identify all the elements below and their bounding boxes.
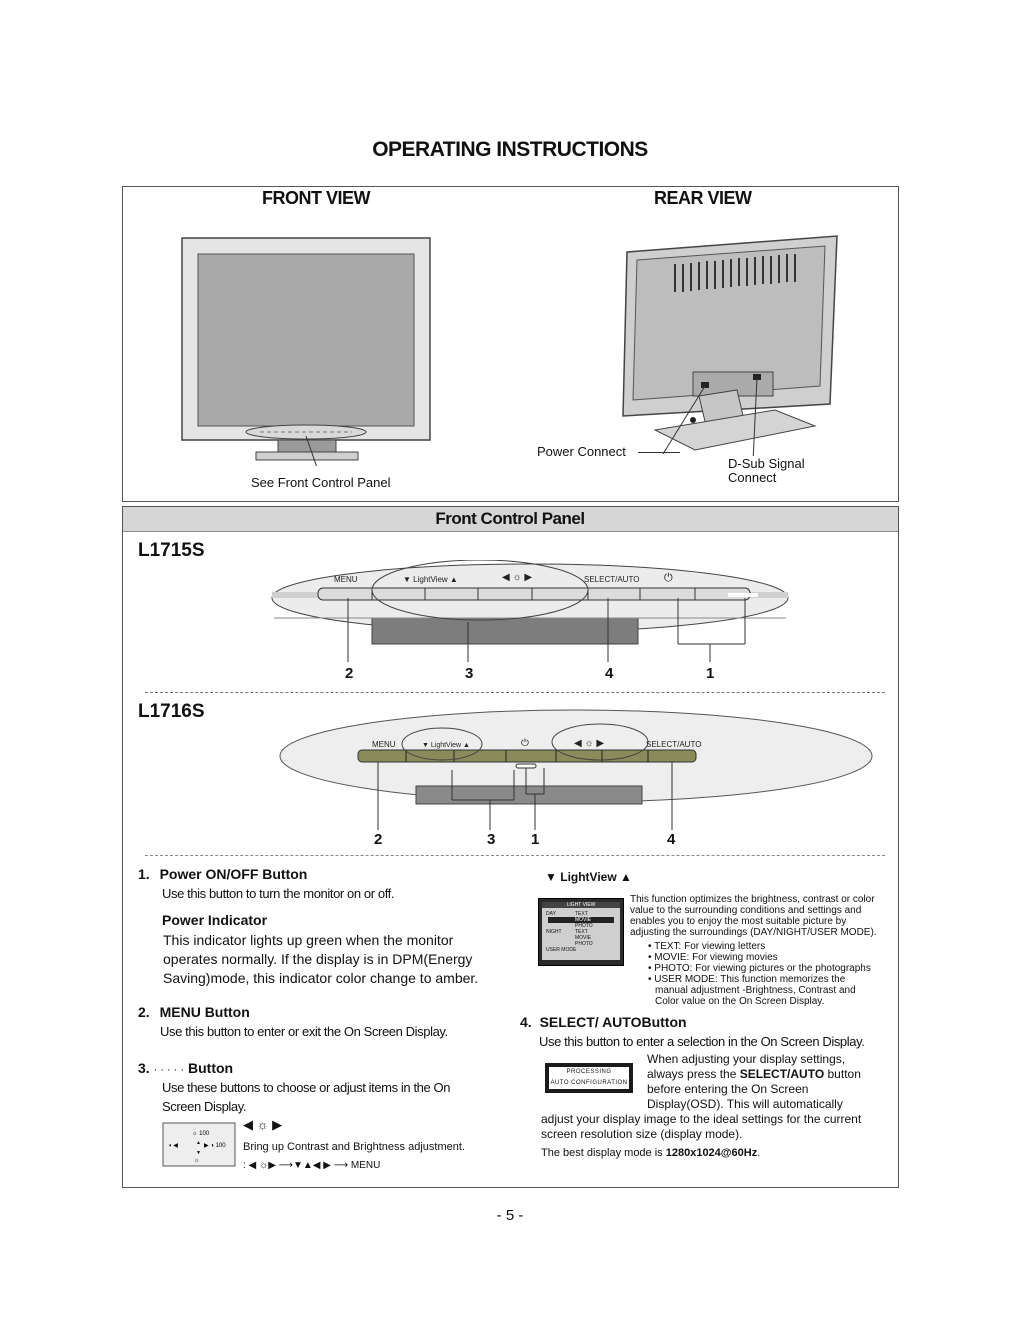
page-number: - 5 - [496,1207,524,1224]
l1716s-callout-1: 1 [531,831,540,848]
l1715s-callout-1: 1 [706,665,715,682]
s4-paragraph-bottom [541,1112,861,1142]
front-view-title: FRONT VIEW [262,188,370,208]
power-indicator-line1: This indicator lights up green when the monitor [163,932,454,948]
l1715s-arrows-label: ◀ ☼ ▶ [502,572,533,583]
s2-title: MENU Button [159,1004,250,1020]
l1716s-callout-4: 4 [667,831,676,848]
lv-bullet-text: • TEXT: For viewing letters [648,941,766,952]
lv-desc-line2: value to the surrounding conditions and settings and [630,905,862,916]
s4-p-line1: When adjusting your display settings, [647,1052,846,1066]
lv-bullet-movie: • MOVIE: For viewing movies [648,952,778,963]
s4-text: Use this button to enter a selection in the On Screen Display. [539,1034,865,1049]
svg-text:☼: ☼ [194,1158,200,1164]
s3-bring-text: Bring up Contrast and Brightness adjustment. [243,1141,465,1153]
power-indicator-title: Power Indicator [162,912,268,928]
osd-user-mode: USER MODE [546,947,577,953]
dsub-label-line1: D-Sub Signal [728,456,805,471]
contrast-brightness-osd-illustration [162,1122,237,1168]
s4-title: SELECT/ AUTOButton [539,1014,687,1030]
s2-number: 2. [138,1004,150,1020]
rear-view-title: REAR VIEW [654,188,752,208]
processing-osd-illustration [545,1063,633,1093]
s4-heading [520,1014,687,1030]
dsub-label-line2: Connect [728,470,777,485]
best-mode-value: 1280x1024@60Hz [665,1147,758,1159]
s1-text: Use this button to turn the monitor on or off. [162,886,395,901]
svg-text:▼: ▼ [196,1150,201,1156]
s3-number: 3. [138,1060,150,1076]
power-indicator-line3: Saving)mode, this indicator color change to amber. [163,970,479,986]
s2-heading [138,1004,250,1020]
front-monitor-illustration [180,236,435,466]
s3-text-line1: Use these buttons to choose or adjust items in the On [162,1080,451,1095]
lv-bullet-user-line2: manual adjustment -Brightness, Contrast and [655,985,856,996]
l1716s-lightview-label: ▼ LightView ▲ [422,742,470,749]
l1715s-callout-2: 2 [345,665,354,682]
s2-text: Use this button to enter or exit the On Screen Display. [160,1024,448,1039]
l1715s-lightview-label: ▼ LightView ▲ [403,575,458,584]
s4-number: 4. [520,1014,532,1030]
model-divider [145,692,885,693]
osd-text1: TEXT [575,911,588,917]
lightview-description [630,894,877,938]
l1715s-menu-label: MENU [334,575,358,584]
osd-movie2: MOVIE [575,935,592,941]
page-title: OPERATING INSTRUCTIONS [372,138,648,161]
lightview-heading [545,870,632,884]
s3-text-line2: Screen Display. [162,1099,247,1114]
osd-auto-configuration: AUTO CONFIGURATION [550,1080,628,1086]
lv-bullet-photo: • PHOTO: For viewing pictures or the photographs [648,963,871,974]
s4-p-line2c: button [824,1067,861,1081]
s3-menu-key: MENU [350,1160,381,1171]
s4-best-mode [541,1147,760,1159]
s4-p-line2-bold: SELECT/AUTO [739,1067,825,1081]
lightview-down-icon: ▼ [545,870,557,884]
l1716s-power-icon: ⏻ [521,738,529,749]
s4-p-line6: screen resolution size (display mode). [541,1127,743,1141]
lightview-osd-screen [542,902,620,960]
svg-text:◑ ◀: ◑ ◀ [168,1143,178,1149]
lightview-osd-illustration [538,898,624,966]
s4-p-line5: adjust your display image to the ideal settings for the current [541,1112,862,1126]
s3-text [162,1078,450,1116]
power-indicator-line2: operates normally. If the display is in DPM(Energy [163,951,473,967]
l1716s-arrows-label: ◀ ☼ ▶ [574,738,605,749]
lightview-up-icon: ▲ [620,870,632,884]
osd-header: LIGHT VIEW [542,902,620,908]
s1-title: Power ON/OFF Button [159,866,308,882]
s3-title: Button [188,1060,234,1076]
osd-processing: PROCESSING [566,1069,612,1075]
section-divider [145,855,885,856]
osd-day: DAY [546,911,556,917]
l1716s-menu-label: MENU [372,740,396,749]
best-mode-suffix: . [757,1147,761,1159]
lv-desc-line3: enables you to enjoy the most suitable picture by [630,916,847,927]
s3-dots: · · · · · [153,1064,185,1076]
key-sequence-icons: : ◀ ☼▶ ⟶▼▲◀ ▶ ⟶ [243,1160,351,1171]
l1716s-callout-2: 2 [374,831,383,848]
s1-number: 1. [138,866,150,882]
s1-heading [138,866,307,882]
l1716s-panel-illustration [278,708,878,830]
osd-night: NIGHT [546,929,562,935]
power-indicator-text [163,931,478,988]
l1715s-power-icon: ⏻ [664,572,673,584]
model-l1716s: L1716S [138,701,205,722]
front-panel-label: See Front Control Panel [251,475,391,490]
lightview-bullets [648,941,871,1007]
control-panel-title: Front Control Panel [435,509,585,528]
lv-desc-line1: This function optimizes the brightness, contrast or color [630,894,875,905]
svg-text:▶ ◑ 100: ▶ ◑ 100 [204,1143,226,1149]
model-l1715s: L1715S [138,540,205,561]
s4-p-line3: before entering the On Screen [647,1082,809,1096]
s4-p-line4: Display(OSD). This will automatically [647,1097,843,1111]
power-connect-leader [638,452,680,453]
osd-photo1: PHOTO [575,923,593,929]
processing-osd-screen [549,1067,629,1089]
lv-bullet-user: • USER MODE: This function memorizes the [648,974,846,985]
power-connect-label: Power Connect [537,444,626,459]
arrow-brightness-icons: ◀ ☼ ▶ [243,1117,283,1132]
l1715s-callout-3: 3 [465,665,474,682]
lv-bullet-user-line3: Color value on the On Screen Display. [655,996,825,1007]
best-mode-prefix: The best display mode is [541,1147,666,1159]
svg-text:☼ 100: ☼ 100 [192,1131,210,1137]
s4-p-line2a: always press the [647,1067,740,1081]
dsub-label [728,457,805,485]
s4-paragraph-top [647,1052,861,1112]
lightview-title: LightView [560,870,617,884]
s3-heading [138,1060,233,1076]
l1715s-callout-4: 4 [605,665,614,682]
s4-p-line2 [647,1067,861,1082]
l1715s-select-label: SELECT/AUTO [584,575,640,584]
svg-text:▲: ▲ [196,1140,201,1146]
osd-text2: TEXT [575,929,588,935]
s3-key-sequence [243,1160,380,1171]
osd-movie1: MOVIE [548,917,614,923]
l1716s-callout-3: 3 [487,831,496,848]
lv-desc-line4: adjusting the surroundings (DAY/NIGHT/USER MODE). [630,927,877,938]
osd-photo2: PHOTO [575,941,593,947]
l1716s-select-label: SELECT/AUTO [646,740,702,749]
rear-monitor-illustration [615,234,845,456]
